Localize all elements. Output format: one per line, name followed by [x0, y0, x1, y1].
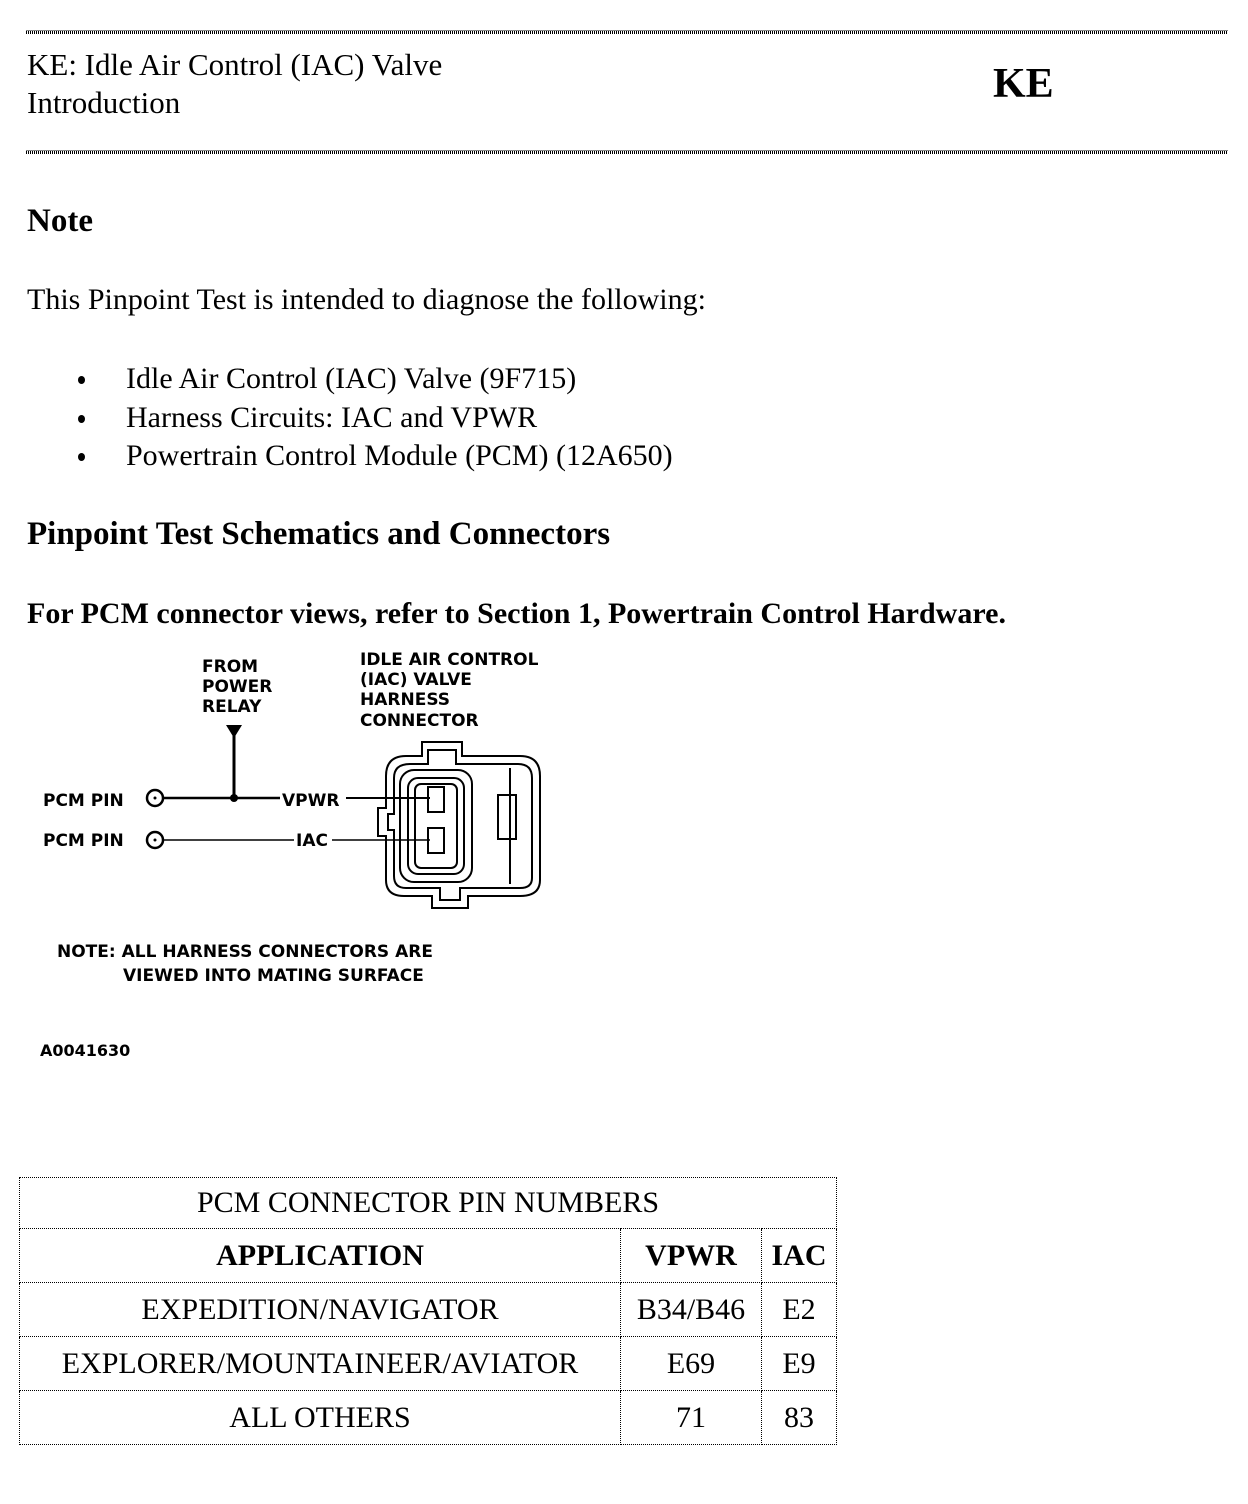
header-bottom-rule	[26, 150, 1228, 154]
wiring-diagram	[0, 640, 600, 1080]
table-row	[20, 1391, 837, 1445]
header-application: APPLICATION	[20, 1229, 621, 1283]
diagnose-list	[72, 360, 673, 476]
from-label-line1: FROM	[202, 657, 259, 677]
document-title	[27, 46, 442, 122]
bullet-icon	[78, 453, 85, 461]
pcm-pin-label-1: PCM PIN	[43, 791, 124, 811]
iac-wire-label: IAC	[296, 831, 328, 851]
header-iac: IAC	[762, 1229, 837, 1283]
table-row	[20, 1283, 837, 1337]
connector-label-line3: HARNESS	[360, 690, 451, 710]
cell-vpwr: E69	[621, 1337, 762, 1391]
cell-iac: 83	[762, 1391, 837, 1445]
title-line-1: KE: Idle Air Control (IAC) Valve	[27, 47, 443, 82]
table-header-row	[20, 1229, 837, 1283]
table-caption: PCM CONNECTOR PIN NUMBERS	[20, 1178, 837, 1229]
connector-label-line4: CONNECTOR	[360, 711, 479, 731]
diagram-note-line2: VIEWED INTO MATING SURFACE	[123, 966, 424, 986]
from-label-line3: RELAY	[202, 697, 262, 717]
cell-iac: E2	[762, 1283, 837, 1337]
table-row	[20, 1337, 837, 1391]
diagram-note-line1: NOTE: ALL HARNESS CONNECTORS ARE	[57, 942, 433, 962]
title-line-2: Introduction	[27, 85, 181, 120]
figure-id: A0041630	[40, 1041, 131, 1060]
connector-label-line2: (IAC) VALVE	[360, 670, 472, 690]
bullet-icon	[78, 376, 85, 384]
bullet-icon	[78, 415, 85, 423]
cell-iac: E9	[762, 1337, 837, 1391]
note-intro: This Pinpoint Test is intended to diagnose the following:	[27, 283, 706, 316]
list-item: Harness Circuits: IAC and VPWR	[72, 399, 673, 438]
header-vpwr: VPWR	[621, 1229, 762, 1283]
cell-vpwr: B34/B46	[621, 1283, 762, 1337]
section-code: KE	[993, 61, 1054, 107]
vpwr-wire-label: VPWR	[282, 791, 340, 811]
connector-label-line1: IDLE AIR CONTROL	[360, 650, 539, 670]
pcm-pin-label-2: PCM PIN	[43, 831, 124, 851]
cell-application: EXPLORER/MOUNTAINEER/AVIATOR	[20, 1337, 621, 1391]
header-top-rule	[26, 30, 1228, 34]
list-item: Idle Air Control (IAC) Valve (9F715)	[72, 360, 673, 399]
pcm-reference: For PCM connector views, refer to Section 1, Powertrain Control Hardware.	[27, 597, 1006, 630]
cell-vpwr: 71	[621, 1391, 762, 1445]
list-item: Powertrain Control Module (PCM) (12A650)	[72, 437, 673, 476]
cell-application: EXPEDITION/NAVIGATOR	[20, 1283, 621, 1337]
schematics-heading: Pinpoint Test Schematics and Connectors	[27, 516, 611, 552]
note-heading: Note	[27, 203, 93, 239]
connector-icon	[378, 742, 540, 908]
cell-application: ALL OTHERS	[20, 1391, 621, 1445]
from-label-line2: POWER	[202, 677, 273, 697]
pin-numbers-table	[19, 1177, 837, 1445]
